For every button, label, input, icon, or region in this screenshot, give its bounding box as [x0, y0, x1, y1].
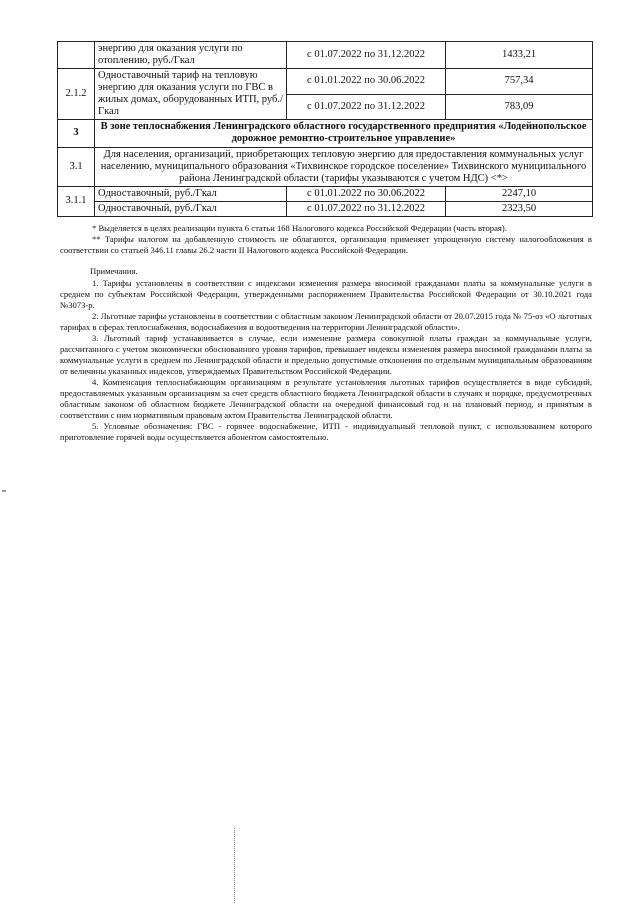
tariff-name: Одноставочный, руб./Гкал — [95, 186, 287, 201]
tariff-value: 2323,50 — [446, 201, 593, 216]
row-number: 3.1.1 — [58, 186, 95, 216]
table-row — [58, 69, 593, 95]
remarks-section — [60, 266, 592, 443]
table-row — [58, 201, 593, 216]
row-number — [58, 42, 95, 69]
scan-artifact-mark — [2, 490, 6, 492]
tariff-name: Одноставочный тариф на тепловую энергию для оказания услуги по ГВС в жилых домах, оборудованных ИТП, руб./Гкал — [95, 69, 287, 120]
scan-artifact-line — [234, 828, 237, 903]
table-row — [58, 147, 593, 186]
tariff-period: с 01.07.2022 по 31.12.2022 — [287, 94, 446, 120]
tariff-period: с 01.07.2022 по 31.12.2022 — [287, 201, 446, 216]
tariff-value: 2247,10 — [446, 186, 593, 201]
tariff-name: энергию для оказания услуги по отоплению, руб./Гкал — [95, 42, 287, 69]
remark-item: 5. Условные обозначения: ГВС - горячее водоснабжение, ИТП - индивидуальный тепловой пункт, с использованием которого приготовление горячей воды осуществляется абонентом самостоятельно. — [60, 421, 592, 442]
footnote-vat-exempt: ** Тарифы налогом на добавленную стоимость не облагаются, организация применяет упрощенную систему налогообложения в соответствии со статьей 346.11 главы 26.2 части II Налогового кодекса Российской Федерации. — [60, 234, 592, 255]
tariff-value: 783,09 — [446, 94, 593, 120]
footnote-vat-allocated: * Выделяется в целях реализации пункта 6 статьи 168 Налогового кодекса Российской Федерации (часть вторая). — [92, 223, 507, 233]
tariff-period: с 01.07.2022 по 31.12.2022 — [287, 42, 446, 69]
table-row — [58, 120, 593, 147]
tariff-value: 1433,21 — [446, 42, 593, 69]
consumer-group-description: Для населения, организаций, приобретающих тепловую энергию для предоставления коммунальных услуг населению, муниципального образования «Тихвинское городское поселение» Тихвинского муниципального района Ленинградской области (тарифы указываются с учетом НДС) <*> — [95, 147, 593, 186]
remarks-heading: Примечания. — [90, 266, 138, 276]
tariff-value: 757,34 — [446, 69, 593, 95]
remark-item: 1. Тарифы установлены в соответствии с индексами изменения размера вносимой гражданами платы за коммунальные услуги в среднем по субъектам Российской Федерации, утвержденными распоряжением Правительства Российской Федерации от 30.10.2021 года №3073-р. — [60, 278, 592, 310]
tariff-name: Одноставочный, руб./Гкал — [95, 201, 287, 216]
tariff-table — [57, 41, 593, 217]
row-number: 3 — [58, 120, 95, 147]
remark-item: 4. Компенсация теплоснабжающим организациям в результате установления льготных тарифов осуществляется в виде субсидий, предоставляемых указанным организациям за счет средств областного бюджета Ленинградской области в случаях и порядке, предусмотренных областным законом об областном бюджете Ленинградской области на очередной финансовый год и на плановый период, и принятым в соответствии с ним нормативным правовым актом Правительства Ленинградской области. — [60, 377, 592, 420]
row-number: 2.1.2 — [58, 69, 95, 120]
table-row — [58, 42, 593, 69]
tariff-period: с 01.01.2022 по 30.06.2022 — [287, 186, 446, 201]
remark-item: 3. Льготный тариф устанавливается в случае, если изменение размера совокупной платы граждан за коммунальные услуги, рассчитанного с учетом экономически обоснованного уровня тарифов, превышает индексы изменения размера вносимой гражданами платы за коммунальные услуги в среднем по Ленинградской области и предельно допустимые отклонения по отдельным муниципальным образованиям от величины указанных индексов, утверждаемых Правительством Российской Федерации. — [60, 333, 592, 376]
table-row — [58, 186, 593, 201]
tariff-period: с 01.01.2022 по 30.06.2022 — [287, 69, 446, 95]
row-number: 3.1 — [58, 147, 95, 186]
remark-item: 2. Льготные тарифы установлены в соответствии с областным законом Ленинградской области от 20.07.2015 года № 75-оз «О льготных тарифах в сферах теплоснабжения, водоснабжения и водоотведения на территории Ленинградской области». — [60, 311, 592, 332]
zone-heading: В зоне теплоснабжения Ленинградского областного государственного предприятия «Лодейнопольское дорожное ремонтно-строительное управление» — [95, 120, 593, 147]
footnotes — [60, 223, 592, 256]
